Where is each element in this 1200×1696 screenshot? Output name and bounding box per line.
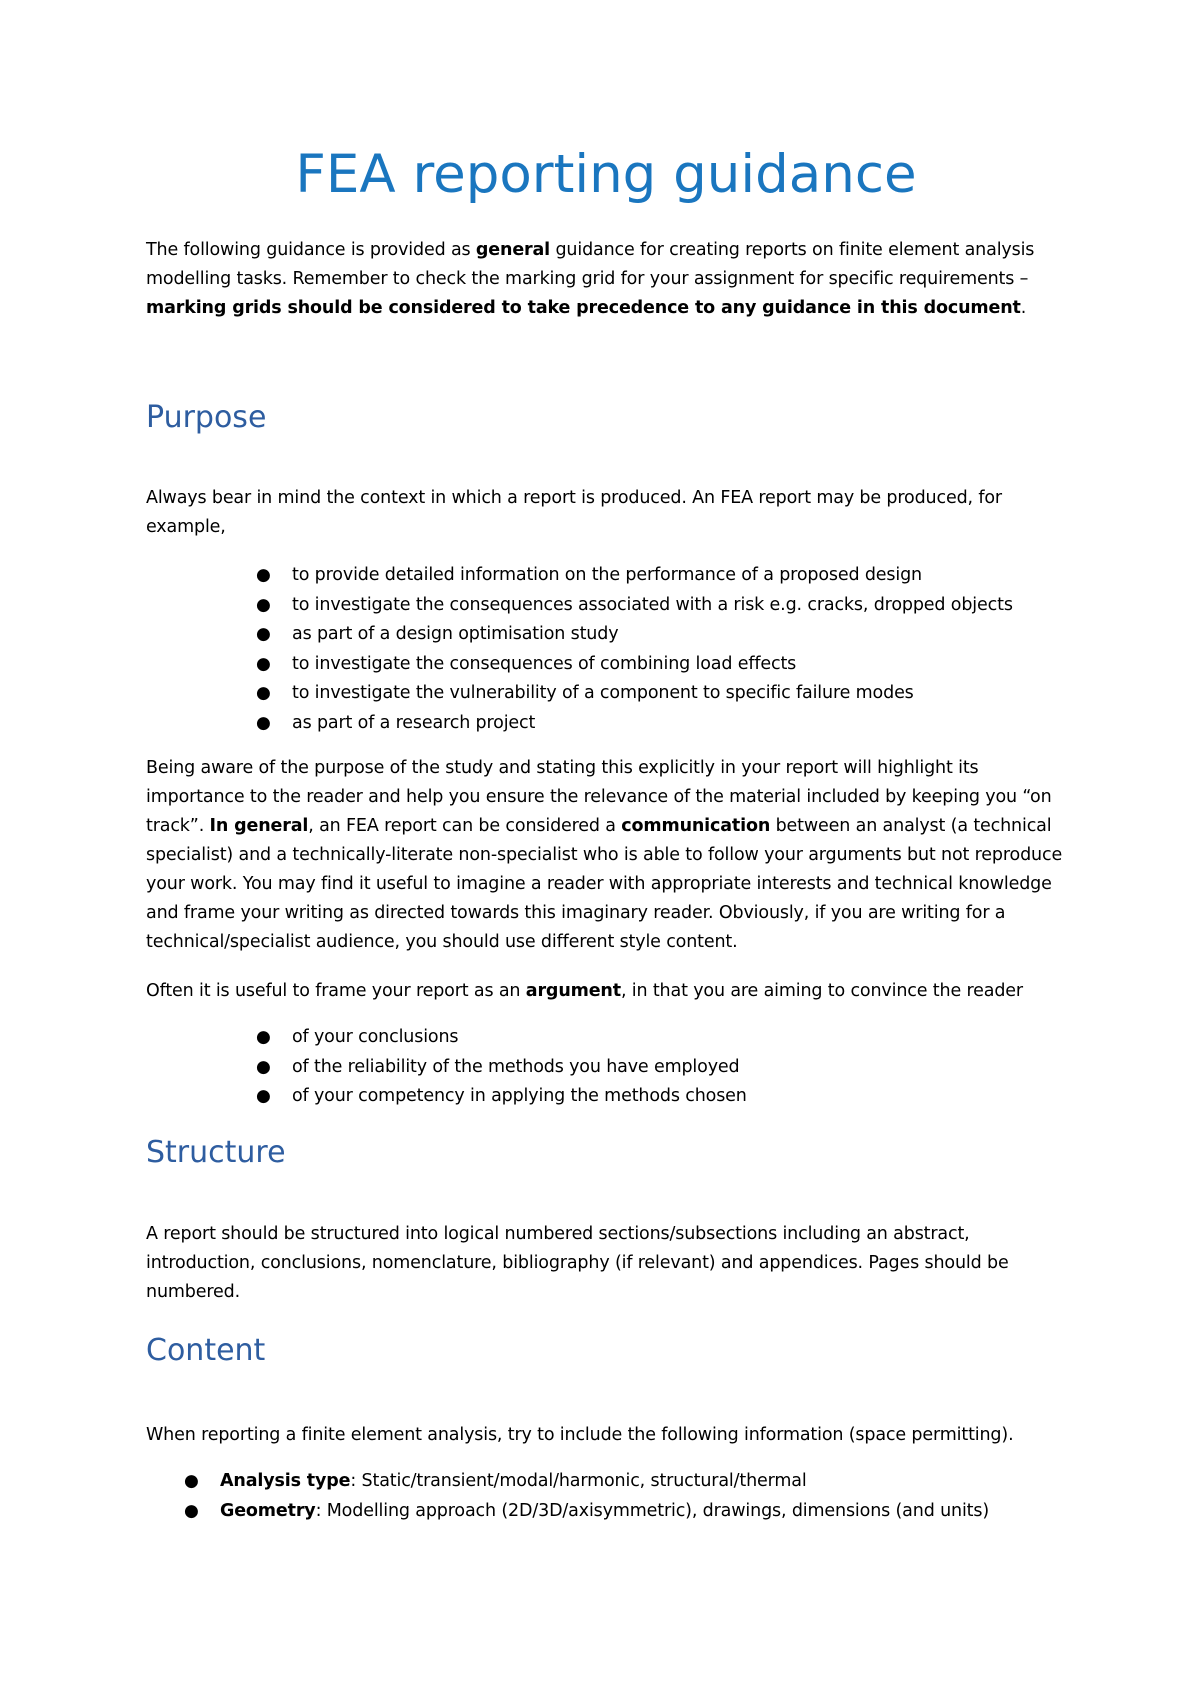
item-label: Analysis type (220, 1471, 351, 1491)
purpose-bullets (146, 561, 1066, 738)
intro-bold-marking-grids: marking grids should be considered to take precedence to any guidance in this document (146, 298, 1021, 318)
bullet-icon: ● (184, 1471, 199, 1491)
bullet-icon: ● (256, 653, 271, 674)
list-item (146, 561, 1066, 591)
content-item-list (146, 1467, 1066, 1526)
list-item (146, 650, 1066, 680)
list-item (146, 1053, 1066, 1083)
intro-text-2: guidance for creating reports on finite element analysis modelling tasks. Remember to check the marking grid for your assignment for specific requirements – (146, 240, 1035, 289)
para2-text-1: Being aware of the purpose of the study and stating this explicitly in your report will highlight its importance to the reader and help you ensure the relevance of the material included by keeping you “on track”. (146, 758, 1052, 836)
list-item-text: to provide detailed information on the performance of a proposed design (292, 565, 922, 585)
purpose-para-3-text (146, 977, 1066, 1006)
structure-heading: Structure (146, 1135, 286, 1170)
bullet-icon: ● (256, 594, 271, 615)
para3-bold-argument: argument (525, 981, 621, 1001)
item-text: : Modelling approach (2D/3D/axisymmetric), drawings, dimensions (and units) (315, 1500, 990, 1521)
para2-text-3: between an analyst (a technical specialist) and a technically-literate non-specialist who is able to follow your arguments but not reproduce your work. You may find it useful to imagine a reader with appropriate interests and technical knowledge and frame your writing as directed towards this imaginary reader. Obviously, if you are writing for a technical/specialist audience, you should use different style content. (146, 816, 1063, 952)
bullet-icon: ● (256, 712, 271, 733)
list-item (146, 1467, 1066, 1497)
purpose-para-2 (146, 754, 1066, 957)
bullet-icon: ● (184, 1500, 199, 1521)
list-item (146, 1023, 1066, 1053)
content-para (146, 1421, 1066, 1450)
intro-text-3: . (1020, 298, 1027, 318)
list-item-text: of the reliability of the methods you have employed (292, 1056, 740, 1077)
purpose-section (146, 398, 1066, 438)
para2-bold-in-general: In general (209, 816, 309, 836)
purpose-para-2-text (146, 754, 1066, 957)
bullet-icon: ● (256, 565, 271, 585)
bullet-icon: ● (256, 683, 271, 703)
purpose-bullet-list-2 (146, 1023, 1066, 1112)
content-heading: Content (146, 1333, 266, 1368)
list-item (146, 620, 1066, 650)
item-label: Geometry (220, 1500, 316, 1521)
content-section (146, 1331, 1066, 1371)
list-item (146, 1082, 1066, 1112)
bullet-icon: ● (256, 1056, 271, 1077)
list-item-text: of your competency in applying the methods chosen (292, 1086, 747, 1106)
purpose-heading: Purpose (146, 400, 267, 435)
structure-para (146, 1220, 1066, 1307)
structure-section (146, 1133, 1066, 1173)
para2-bold-communication: communication (621, 816, 771, 836)
list-item-text: to investigate the consequences associated with a risk e.g. cracks, dropped objects (292, 594, 1013, 615)
purpose-bullet-list (146, 561, 1066, 738)
bullet-icon: ● (256, 1027, 271, 1047)
purpose-para-3 (146, 977, 1066, 1006)
list-item (146, 709, 1066, 739)
para3-text-2: , in that you are aiming to convince the reader (620, 981, 1023, 1001)
structure-para-text: A report should be structured into logical numbered sections/subsections including an abstract, introduction, conclusions, nomenclature, bibliography (if relevant) and appendices. Pages should be numbered. (146, 1224, 1009, 1302)
item-text: : Static/transient/modal/harmonic, structural/thermal (350, 1471, 807, 1491)
list-item-text: to investigate the consequences of combining load effects (292, 653, 797, 674)
list-item (146, 1497, 1066, 1527)
page-title: FEA reporting guidance (295, 144, 917, 205)
list-item (146, 679, 1066, 709)
purpose-bullets-2 (146, 1023, 1066, 1112)
intro-text (146, 236, 1066, 323)
intro-bold-general: general (475, 240, 551, 260)
purpose-para-1-text: Always bear in mind the context in which a report is produced. An FEA report may be produced, for example, (146, 488, 1002, 537)
intro-text-1: The following guidance is provided as (146, 240, 476, 260)
list-item-text: as part of a research project (292, 712, 536, 733)
content-para-text: When reporting a finite element analysis, try to include the following information (space permitting). (146, 1425, 1014, 1445)
purpose-para-1 (146, 484, 1066, 542)
list-item-text: of your conclusions (292, 1027, 459, 1047)
intro-paragraph (146, 236, 1066, 323)
bullet-icon: ● (256, 1086, 271, 1106)
para3-text-1: Often it is useful to frame your report as an (146, 981, 526, 1001)
content-items (146, 1467, 1066, 1526)
list-item-text: to investigate the vulnerability of a component to specific failure modes (292, 683, 914, 703)
para2-text-2: , an FEA report can be considered a (308, 816, 622, 836)
bullet-icon: ● (256, 624, 271, 644)
list-item (146, 591, 1066, 621)
list-item-text: as part of a design optimisation study (292, 624, 619, 644)
